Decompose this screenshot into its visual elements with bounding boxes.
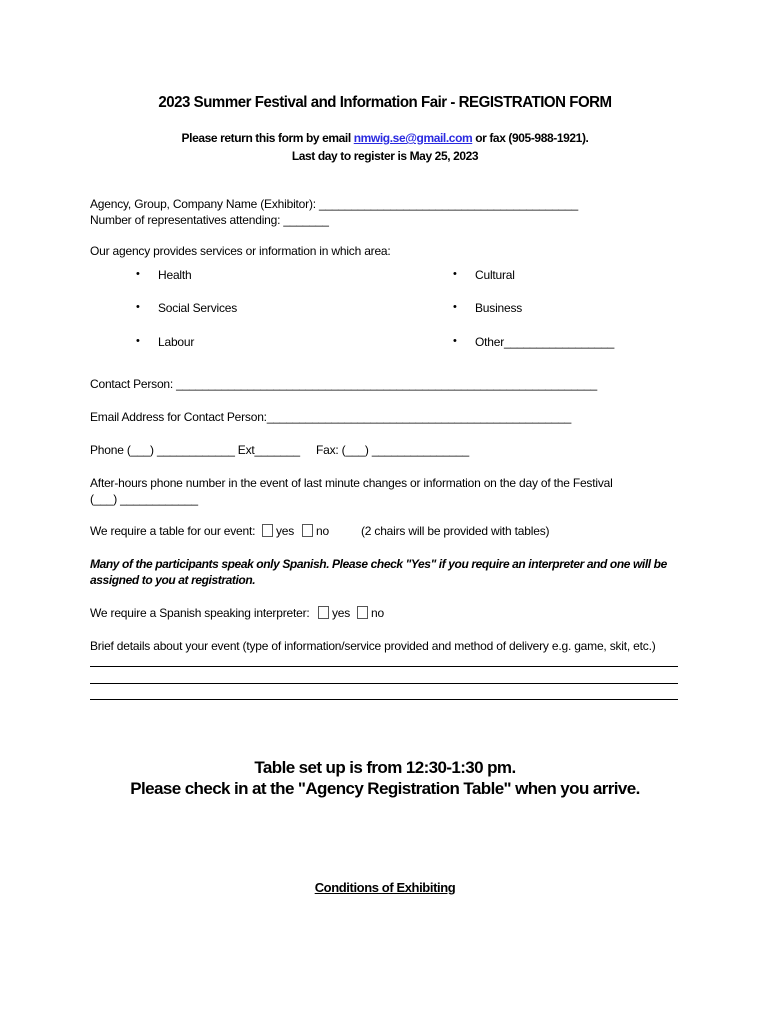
- representatives-field[interactable]: Number of representatives attending: _______: [90, 213, 329, 227]
- agency-name-field[interactable]: Agency, Group, Company Name (Exhibitor): ________________________________________: [90, 197, 578, 211]
- bullet-icon: •: [136, 301, 140, 313]
- checkbox-icon[interactable]: [262, 524, 273, 537]
- bullet-icon: •: [453, 301, 457, 313]
- table-no-option[interactable]: [302, 524, 329, 538]
- fax-field[interactable]: Fax: (___) _______________: [316, 443, 469, 457]
- event-details-label: Brief details about your event (type of information/service provided and method of delivery e.g. game, skit, etc.): [90, 639, 656, 653]
- after-hours-field[interactable]: (___) ____________: [90, 492, 198, 506]
- table-no-label: no: [316, 524, 329, 538]
- checkbox-icon[interactable]: [357, 606, 368, 619]
- email-link[interactable]: nmwig.se@gmail.com: [353, 131, 473, 145]
- bullet-icon: •: [453, 335, 457, 347]
- contact-person-field[interactable]: Contact Person: _________________________________________________________________: [90, 377, 597, 391]
- check-in-text: Please check in at the "Agency Registration Table" when you arrive.: [130, 779, 640, 798]
- interpreter-no-label: no: [371, 606, 384, 620]
- interpreter-label: We require a Spanish speaking interpreter:: [90, 606, 310, 620]
- services-intro: Our agency provides services or information in which area:: [90, 244, 391, 258]
- table-yes-option[interactable]: [262, 524, 294, 538]
- interpreter-no-option[interactable]: [357, 606, 384, 620]
- details-line-3[interactable]: [90, 699, 678, 700]
- deadline-text: Last day to register is May 25, 2023: [291, 149, 479, 163]
- spanish-notice-line1: Many of the participants speak only Spanish. Please check "Yes" if you require an interpreter and one will be: [90, 557, 667, 571]
- checkbox-icon[interactable]: [318, 606, 329, 619]
- table-yes-label: yes: [276, 524, 295, 538]
- bullet-icon: •: [453, 268, 457, 280]
- spanish-notice-line2: assigned to you at registration.: [90, 573, 256, 587]
- area-business: Business: [475, 301, 523, 315]
- bullet-icon: •: [136, 268, 140, 280]
- area-labour: Labour: [158, 335, 195, 349]
- contact-email-field[interactable]: Email Address for Contact Person:_______________________________________________: [90, 410, 572, 424]
- after-hours-label: After-hours phone number in the event of last minute changes or information on the day of the Festival: [90, 476, 613, 490]
- details-line-1[interactable]: [90, 666, 678, 667]
- area-cultural: Cultural: [475, 268, 515, 282]
- interpreter-yes-option[interactable]: [318, 606, 350, 620]
- area-social-services: Social Services: [158, 301, 238, 315]
- form-title: 2023 Summer Festival and Information Fair - REGISTRATION FORM: [158, 94, 612, 111]
- return-prefix: Please return this form by email: [181, 131, 354, 145]
- interpreter-yes-label: yes: [332, 606, 351, 620]
- area-health: Health: [158, 268, 192, 282]
- bullet-icon: •: [136, 335, 140, 347]
- table-requirement-label: We require a table for our event:: [90, 524, 256, 538]
- return-suffix: or fax (905-988-1921).: [472, 131, 589, 145]
- table-note: (2 chairs will be provided with tables): [361, 524, 550, 538]
- phone-field[interactable]: Phone (___) ____________ Ext_______: [90, 443, 300, 457]
- area-other[interactable]: Other_________________: [475, 335, 615, 349]
- details-line-2[interactable]: [90, 683, 678, 684]
- return-instructions: [0, 131, 770, 145]
- setup-time-text: Table set up is from 12:30-1:30 pm.: [254, 758, 516, 777]
- conditions-heading: Conditions of Exhibiting: [314, 880, 456, 895]
- checkbox-icon[interactable]: [302, 524, 313, 537]
